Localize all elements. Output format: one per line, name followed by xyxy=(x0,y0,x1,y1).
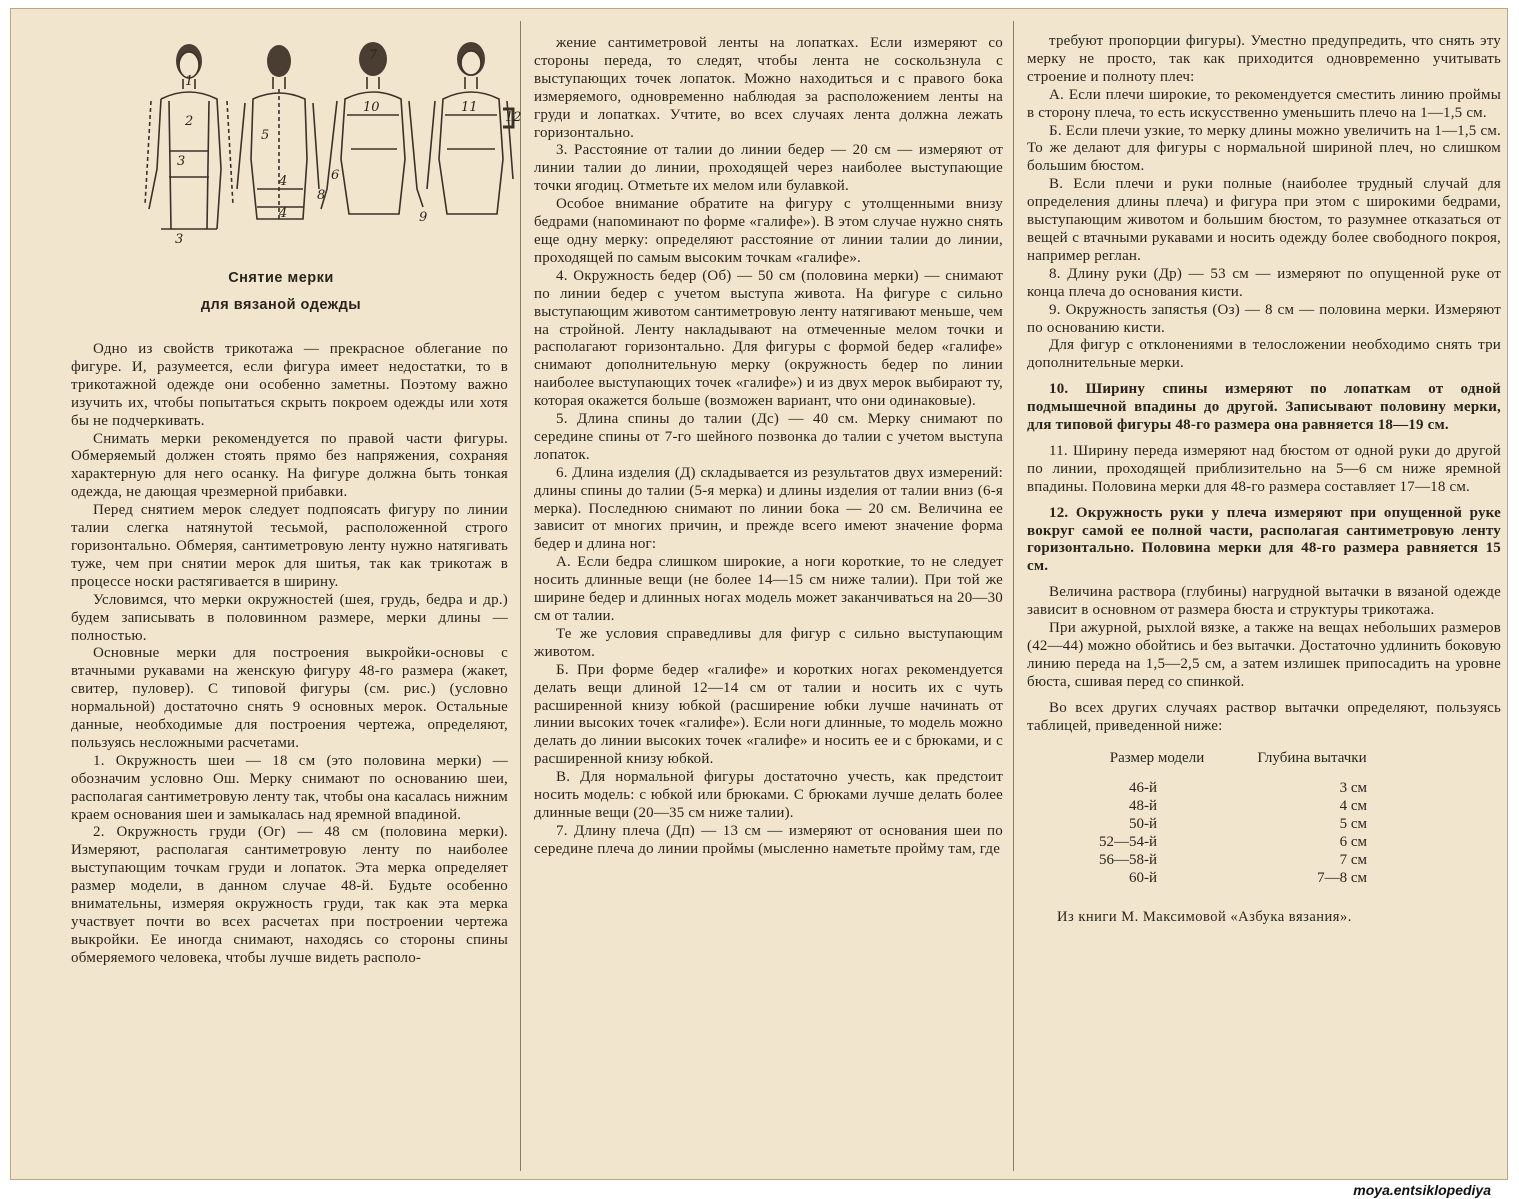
paragraph: Те же условия справедливы для фигур с сильно выступающим животом. xyxy=(534,625,1003,660)
table-cell-depth: 7 см xyxy=(1339,851,1367,868)
mannequin-illustration xyxy=(141,29,521,259)
source-citation: Из книги М. Максимовой «Азбука вязания». xyxy=(1057,908,1352,925)
figure-label: 9 xyxy=(419,210,428,225)
paragraph: Величина раствора (глубины) нагрудной вытачки в вязаной одежде зависит в основном от размера бюста и структуры трикотажа. xyxy=(1027,584,1501,619)
table-row xyxy=(1057,779,1367,797)
figure-label: 7 xyxy=(369,48,378,63)
table-row xyxy=(1057,833,1367,851)
column-3-text xyxy=(1027,33,1501,736)
figure-label: 6 xyxy=(331,168,340,183)
paragraph: При ажурной, рыхлой вязке, а также на вещах небольших размеров (42—44) можно обойтись и без вытачки. Достаточно удлинить боковую линию переда на 1,5—2,5 см, а затем излишек припосадить на уровне бюста, сшивая перед со спинкой. xyxy=(1027,620,1501,690)
table-cell-depth: 6 см xyxy=(1339,833,1367,850)
paragraph: В. Для нормальной фигуры достаточно учесть, как предстоит носить модель: с юбкой или брюками. С брюками лучше делать более длинные вещи (20—35 см ниже талии). xyxy=(534,769,1003,821)
paragraph: В. Если плечи и руки полные (наиболее трудный случай для определения длины плеча) и фигура при этом с широкими бедрами, выступающим животом и большим бюстом, то разумнее отказаться от вещей с втачными рукавами и носить одежду более свободного покроя, например реглан. xyxy=(1027,176,1501,264)
paragraph: 4. Окружность бедер (Об) — 50 см (половина мерки) — снимают по линии бедер с учетом выступа живота. На фигуре с сильно выступающим животом сантиметровую ленту натягивают меньше, чем на стройной. Ленту накладывают на отмеченные мелом точки и располагают горизонтально. Для фигуры с формой бедер «галифе» снимают дополнительную мерку (окружность бедер по линии наиболее выступающих точек «галифе») и из двух мерок выбирают ту, которая окажется больше (возможен вариант, что они одинаковые). xyxy=(534,267,1003,410)
figure-label: 1 xyxy=(185,74,194,89)
figure-label: 3 xyxy=(175,232,184,247)
column-2-text xyxy=(534,35,1003,859)
paragraph: Особое внимание обратите на фигуру с утолщенными внизу бедрами (напоминают по форме «галифе»). В этом случае нужно снять еще одну мерку: определяют расстояние от линии талии до линии, проходящей по самым высоким точкам «галифе». xyxy=(534,196,1003,266)
paragraph: 12. Окружность руки у плеча измеряют при опущенной руке вокруг самой ее полной части, располагая сантиметровую ленту горизонтально. Половина мерки для 48-го размера равняется 15 см. xyxy=(1027,504,1501,575)
paragraph: Перед снятием мерок следует подпоясать фигуру по линии талии слегка натянутой тесьмой, расположенной строго горизонтально. Обмеряя, сантиметровую ленту нужно натягивать туже, чем при снятии мерок для шитья, так как трикотаж в процессе носки растягивается в ширину. xyxy=(71,502,508,590)
table-header-depth: Глубина вытачки xyxy=(1257,749,1367,766)
figure-label: 4 xyxy=(279,206,288,221)
measurement-figure xyxy=(141,29,521,259)
figure-label: 12 xyxy=(505,110,522,125)
figure-label: 5 xyxy=(261,128,270,143)
paragraph: 9. Окружность запястья (Оз) — 8 см — половина мерки. Измеряют по основанию кисти. xyxy=(1027,301,1501,336)
column-3 xyxy=(1019,9,1507,1181)
table-cell-size: 52—54-й xyxy=(1098,833,1157,850)
dart-depth-table xyxy=(1057,750,1367,887)
table-cell-depth: 4 см xyxy=(1339,797,1367,814)
paragraph: Б. При форме бедер «галифе» и коротких ногах рекомендуется делать вещи длиной 12—14 см от талии и носить их с чуть расширенной книзу юбкой (расширение юбки лучше начинать от линии высоких точек «галифе»). Если ноги длинные, то модель можно делать до линии высоких точек «галифе» и носить ее и с брюками, и с расширенной книзу юбкой. xyxy=(534,661,1003,768)
table-cell-size: 46-й xyxy=(1128,779,1157,796)
table-cell-depth: 3 см xyxy=(1339,779,1367,796)
column-1-text xyxy=(71,341,508,968)
table-row xyxy=(1057,797,1367,815)
paragraph: 6. Длина изделия (Д) складывается из результатов двух измерений: длины спины до талии (5-я мерка) и длины изделия от талии вниз (6-я мерка). Последнюю снимают по линии бока — 20 см. Величина ее зависит от многих причин, и прежде всего имеют значение форма бедер и длина ног: xyxy=(534,464,1003,553)
paragraph: Одно из свойств трикотажа — прекрасное облегание по фигуре. И, разумеется, если фигура имеет недостатки, то в трикотажной одежде они особенно заметны. Поэтому важно изучить их, чтобы попытаться скрыть покроем одежды или хотя бы не подчеркивать. xyxy=(71,341,508,429)
figure-label: 4 xyxy=(279,174,288,189)
paragraph: 10. Ширину спины измеряют по лопаткам от одной подмышечной впадины до другой. Записывают половину мерки, для типовой фигуры 48-го размера она равняется 18—19 см. xyxy=(1027,381,1501,434)
paragraph: 1. Окружность шеи — 18 см (это половина мерки) — обозначим условно Ош. Мерку снимают по основанию шеи, располагая сантиметровую ленту так, чтобы она касалась нижним краем основания шеи и замыкалась над яремной впадиной. xyxy=(71,752,508,823)
paragraph: Во всех других случаях раствор вытачки определяют, пользуясь таблицей, приведенной ниже: xyxy=(1027,699,1501,734)
paragraph: Основные мерки для построения выкройки-основы с втачными рукавами на женскую фигуру 48-го размера (жакет, свитер, пуловер). С типовой фигуры (см. рис.) (условно нормальной) достаточно снять 9 основных мерок. Остальные данные, необходимые для построения чертежа, определяют, пользуясь несложными расчетами. xyxy=(71,645,508,751)
table-row xyxy=(1057,815,1367,833)
figure-label: 10 xyxy=(363,100,380,115)
paragraph: Снимать мерки рекомендуется по правой части фигуры. Обмеряемый должен стоять прямо без напряжения, сохраняя характерную для него осанку. На фигуре должна быть тонкая одежда, не дающая чрезмерной прибавки. xyxy=(71,430,508,501)
table-row xyxy=(1057,869,1367,887)
figure-label: 3 xyxy=(177,154,186,169)
table-cell-size: 48-й xyxy=(1128,797,1157,814)
column-rule xyxy=(1013,21,1014,1171)
column-1 xyxy=(11,9,522,1181)
table-cell-size: 56—58-й xyxy=(1098,851,1157,868)
figure-label: 2 xyxy=(185,114,194,129)
table-cell-depth: 7—8 см xyxy=(1317,869,1367,886)
newspaper-page xyxy=(10,8,1508,1180)
paragraph: 2. Окружность груди (Ог) — 48 см (половина мерки). Измеряют, располагая сантиметровую ленту по наиболее выступающим точкам груди и лопаток. Эта мерка определяет размер модели, в данном случае 48-й. Будьте особенно внимательны, измеряя окружность груди, так как эта мерка участвует почти во всех расчетах при построении чертежа выкройки. Ее иногда снимают, находясь со стороны спины обмеряемого человека, чтобы лучше видеть располо- xyxy=(71,824,508,966)
table-header-size: Размер модели xyxy=(1109,749,1205,766)
paragraph: 5. Длина спины до талии (Дс) — 40 см. Мерку снимают по середине спины от 7-го шейного позвонка до талии с учетом выступа лопаток. xyxy=(534,411,1003,463)
table-cell-depth: 5 см xyxy=(1339,815,1367,832)
table-row xyxy=(1057,851,1367,869)
paragraph: 3. Расстояние от талии до линии бедер — 20 см — измеряют от линии талии до линии, проходящей через наиболее выступающие точки ягодиц. Отметьте их мелом или булавкой. xyxy=(534,142,1003,195)
table-cell-size: 50-й xyxy=(1128,815,1157,832)
paragraph: 7. Длину плеча (Дп) — 13 см — измеряют от основания шеи по середине плеча до линии проймы (мысленно наметьте пройму там, где xyxy=(534,822,1003,857)
paragraph: жение сантиметровой ленты на лопатках. Если измеряют со стороны переда, то следят, чтобы лента не соскользнула с выступающих точек лопаток. Можно находиться и с правого бока измеряемого, одновременно наблюдая за расположением ленты на груди и лопатках. Учтите, во всех случаях лента должна лежать горизонтально. xyxy=(534,35,1003,141)
paragraph: требуют пропорции фигуры). Уместно предупредить, что снять эту мерку не просто, так как приходится одновременно учитывать строение и полноту плеч: xyxy=(1027,33,1501,85)
paragraph: Б. Если плечи узкие, то мерку длины можно увеличить на 1—1,5 см. То же делают для фигуры с нормальной шириной плеч, но слишком большим бюстом. xyxy=(1027,122,1501,175)
paragraph: А. Если плечи широкие, то рекомендуется сместить линию проймы в сторону плеча, то есть искусственно уменьшить плечо на 1—1,5 см. xyxy=(1027,86,1501,121)
site-watermark: moya.entsiklopediya xyxy=(1353,1182,1491,1198)
paragraph: Условимся, что мерки окружностей (шея, грудь, бедра и др.) будем записывать в половинном размере, мерки длины — полностью. xyxy=(71,591,508,644)
paragraph: 11. Ширину переда измеряют над бюстом от одной руки до другой по линии, проходящей приблизительно на 5—6 см ниже яремной впадины. Половина мерки для 48-го размера составляет 17—18 см. xyxy=(1027,442,1501,495)
paragraph: А. Если бедра слишком широкие, а ноги короткие, то не следует носить длинные вещи (не более 14—15 см ниже талии). При той же ширине бедер и длинных ногах модель может заканчиваться на 20—30 см от талии. xyxy=(534,554,1003,624)
figure-label: 8 xyxy=(317,188,326,203)
paragraph: 8. Длину руки (Др) — 53 см — измеряют по опущенной руке от конца плеча до основания кисти. xyxy=(1027,265,1501,300)
figure-label: 11 xyxy=(461,100,478,115)
figure-caption: Снятие мерки для вязаной одежды xyxy=(200,270,362,313)
column-2 xyxy=(526,9,1009,1181)
paragraph: Для фигур с отклонениями в телосложении необходимо снять три дополнительные мерки. xyxy=(1027,337,1501,372)
table-cell-size: 60-й xyxy=(1128,869,1157,886)
